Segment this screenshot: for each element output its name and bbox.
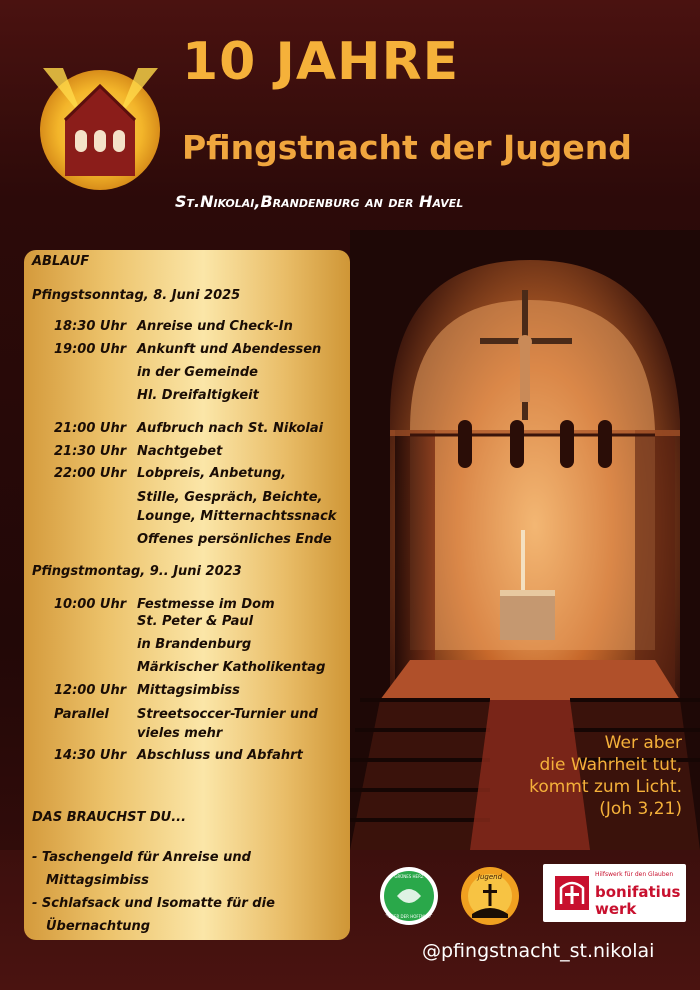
item-time: 10:00 Uhr	[54, 597, 127, 612]
bonifatius-name: werk	[595, 900, 637, 918]
pilger-logo-top-text: GRÜNES HERZ	[394, 874, 424, 879]
quote-line: (Joh 3,21)	[599, 799, 682, 819]
item-activity: Lobpreis, Anbetung,	[137, 466, 287, 481]
item-time: 19:00 Uhr	[54, 342, 127, 357]
schedule-heading: ABLAUF	[32, 254, 90, 269]
needs-item: - Taschengeld für Anreise und	[32, 850, 251, 865]
item-activity: Festmesse im Dom	[137, 597, 275, 612]
item-time: 22:00 Uhr	[54, 466, 127, 481]
quote-line: Wer aber	[604, 733, 682, 753]
item-time: 21:00 Uhr	[54, 421, 127, 436]
event-location: St.Nikolai,Brandenburg an der Havel	[175, 192, 464, 211]
needs-heading: DAS BRAUCHST DU...	[32, 810, 187, 825]
item-time: 18:30 Uhr	[54, 319, 127, 334]
item-activity: St. Peter & Paul	[137, 614, 254, 629]
item-activity: Aufbruch nach St. Nikolai	[137, 421, 324, 436]
schedule-panel	[24, 250, 350, 940]
jugend-logo	[460, 866, 520, 926]
item-activity: Hl. Dreifaltigkeit	[137, 388, 259, 403]
item-activity: Abschluss und Abfahrt	[137, 748, 303, 763]
item-activity: Lounge, Mitternachtssnack	[137, 509, 337, 524]
page-title: 10 JAHRE	[182, 32, 460, 92]
needs-item: Mittagsimbiss	[46, 873, 149, 888]
item-time: 12:00 Uhr	[54, 683, 127, 698]
item-activity: Stille, Gespräch, Beichte,	[137, 490, 323, 505]
page-subtitle: Pfingstnacht der Jugend	[182, 128, 632, 167]
quote-line: kommt zum Licht.	[529, 777, 682, 797]
item-activity: Märkischer Katholikentag	[137, 660, 326, 675]
item-time: 21:30 Uhr	[54, 444, 127, 459]
bonifatiuswerk-logo	[543, 864, 686, 922]
pfingstnacht-logo-icon	[33, 58, 168, 193]
pilger-logo-bottom-text: PILGER DER HOFFNUNG	[385, 914, 433, 919]
item-time: 14:30 Uhr	[54, 748, 127, 763]
needs-item: Übernachtung	[46, 919, 151, 934]
bonifatius-name: bonifatius	[595, 883, 681, 901]
quote-line: die Wahrheit tut,	[539, 755, 682, 775]
item-activity: in der Gemeinde	[137, 365, 258, 380]
item-activity: Nachtgebet	[137, 444, 223, 459]
item-activity: Mittagsimbiss	[137, 683, 240, 698]
day1-label: Pfingstsonntag, 8. Juni 2025	[32, 288, 241, 303]
item-activity: Offenes persönliches Ende	[137, 532, 332, 547]
item-activity: Ankunft und Abendessen	[137, 342, 322, 357]
needs-item: - Schlafsack und Isomatte für die	[32, 896, 275, 911]
pilger-der-hoffnung-logo	[379, 866, 439, 926]
day2-label: Pfingstmontag, 9.. Juni 2023	[32, 564, 242, 579]
item-activity: Anreise und Check-In	[137, 319, 293, 334]
item-time: Parallel	[54, 707, 109, 722]
item-activity: in Brandenburg	[137, 637, 252, 652]
item-activity: vieles mehr	[137, 726, 223, 741]
instagram-handle: @pfingstnacht_st.nikolai	[422, 940, 655, 962]
bonifatius-tagline: Hilfswerk für den Glauben	[595, 871, 674, 878]
jugend-logo-text: Jugend	[477, 873, 503, 881]
bible-quote	[529, 732, 682, 820]
item-activity: Streetsoccer-Turnier und	[137, 707, 318, 722]
